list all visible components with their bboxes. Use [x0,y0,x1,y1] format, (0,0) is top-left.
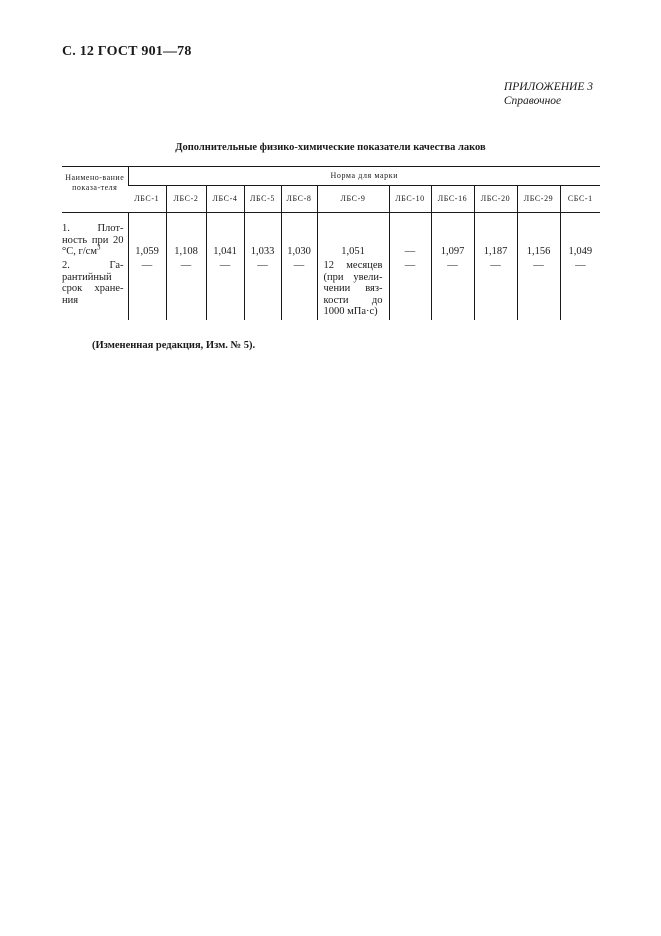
header-norm: Норма для марки [128,167,600,186]
page-header: С. 12 ГОСТ 901—78 [62,44,192,59]
table-cell: — [560,258,600,320]
header-brand: ЛБС-9 [317,186,389,213]
table-cell: — [517,258,560,320]
table-cell: 1,156 [517,213,560,259]
table-cell: 1,049 [560,213,600,259]
table-cell: 1,051 [317,213,389,259]
table-cell: — [389,213,431,259]
properties-table [62,166,600,320]
header-brand: ЛБС-8 [281,186,317,213]
table-cell: 1,030 [281,213,317,259]
appendix-subtitle: Справочное [503,95,562,107]
header-brand: ЛБС-4 [206,186,244,213]
table-cell: — [431,258,474,320]
appendix-title: ПРИЛОЖЕНИЕ 3 [503,81,593,93]
table-cell: 1,033 [244,213,281,259]
table-cell: — [244,258,281,320]
header-brand: ЛБС-10 [389,186,431,213]
table-row [62,258,600,320]
table-cell: 1,108 [166,213,206,259]
header-brand: ЛБС-2 [166,186,206,213]
table-row [62,213,600,259]
header-brand: ЛБС-29 [517,186,560,213]
appendix-block [504,80,593,108]
table-cell: 1,187 [474,213,517,259]
header-brand: ЛБС-5 [244,186,281,213]
header-brand: ЛБС-16 [431,186,474,213]
table-cell: 1,097 [431,213,474,259]
table-cell: 12 месяцев (при увели-чении вяз-кости до 1000 мПа·с) [317,258,389,320]
amendment-note: (Измененная редакция, Изм. № 5). [92,340,256,351]
table-cell: — [128,258,166,320]
table-cell: — [281,258,317,320]
row-name-density [62,213,128,259]
header-brand: ЛБС-1 [128,186,166,213]
row-name-warranty: 2. Га-рантийный срок хране-ния [62,260,124,306]
row-name-superscript: 3 [96,243,101,252]
table-cell: — [206,258,244,320]
table-cell: 1,059 [128,213,166,259]
row-name-text: 1. Плот-ность при 20 °С, г/см [62,223,124,257]
table-cell: 1,041 [206,213,244,259]
table-title: Дополнительные физико-химические показатели качества лаков [175,142,486,153]
table-cell: — [474,258,517,320]
table-cell: — [389,258,431,320]
header-parameter-name: Наимено-вание показа-теля [62,167,128,213]
header-brand: ЛБС-20 [474,186,517,213]
header-brand: СБС-1 [560,186,600,213]
table-cell: — [166,258,206,320]
